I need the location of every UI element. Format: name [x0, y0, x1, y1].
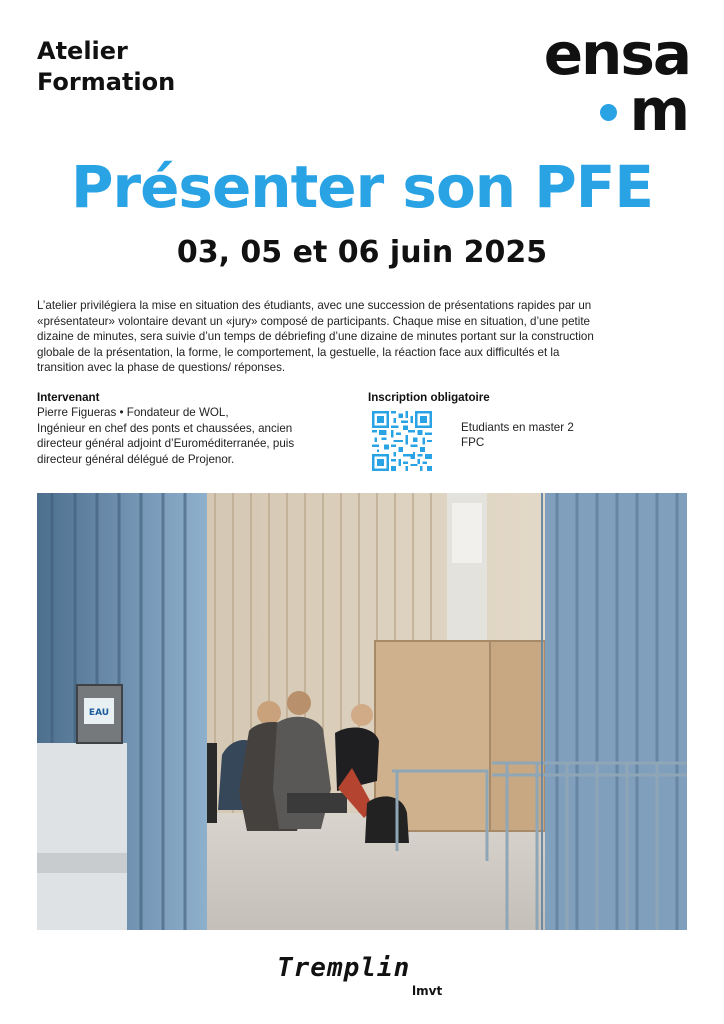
intervenant-heading: Intervenant	[37, 391, 100, 404]
ensa-m-logo	[520, 20, 690, 144]
page-title: Présenter son PFE	[70, 153, 654, 221]
intervenant-line: Ingénieur en chef des ponts et chaussées, ancien	[37, 421, 293, 435]
intervenant-block	[37, 390, 357, 467]
intro-line: «présentateur» volontaire devant un «jury» composé de participants. Chaque mise en situation, d’une petite	[37, 314, 590, 328]
intro-line: dizaine de minutes, sera suivie d’un temps de débriefing d’une dizaine de minutes portant sur la construction	[37, 330, 594, 344]
tremplin-logo: Tremplin	[277, 953, 411, 983]
intro-paragraph	[37, 298, 687, 376]
atelier-formation-label	[37, 36, 175, 98]
intervenant-line: directeur général délégué de Projenor.	[37, 452, 235, 466]
audience-line: FPC	[461, 436, 485, 450]
intro-line: L’atelier privilégiera la mise en situation des étudiants, avec une succession de présentations rapides par un	[37, 299, 592, 312]
intro-line: transition avec la phase de questions/ réponses.	[37, 361, 286, 375]
intervenant-line: directeur général adjoint d’Euroméditerranée, puis	[37, 437, 295, 451]
qr-code-icon[interactable]	[372, 411, 432, 471]
inscription-block	[368, 390, 688, 405]
workshop-photo	[37, 493, 687, 930]
intro-line: globale de la présentation, la forme, le comportement, la gestuelle, la réaction face aux difficultés et la	[37, 345, 560, 359]
audience-list	[461, 420, 574, 451]
dispenser-label: EAU	[88, 708, 110, 718]
intervenant-line: Pierre Figueras • Fondateur de WOL,	[37, 406, 229, 420]
audience-line: Etudiants en master 2	[461, 421, 574, 434]
formation-line: Formation	[37, 68, 176, 96]
tremplin-sub: lmvt	[412, 984, 443, 998]
logo-dot	[600, 104, 617, 121]
atelier-line: Atelier	[37, 37, 128, 65]
logo-text-ensa: ensa	[543, 20, 690, 88]
inscription-heading: Inscription obligatoire	[368, 391, 490, 404]
white-counter	[37, 743, 127, 930]
logo-text-m: m	[629, 76, 690, 144]
event-dates: 03, 05 et 06 juin 2025	[176, 235, 548, 270]
